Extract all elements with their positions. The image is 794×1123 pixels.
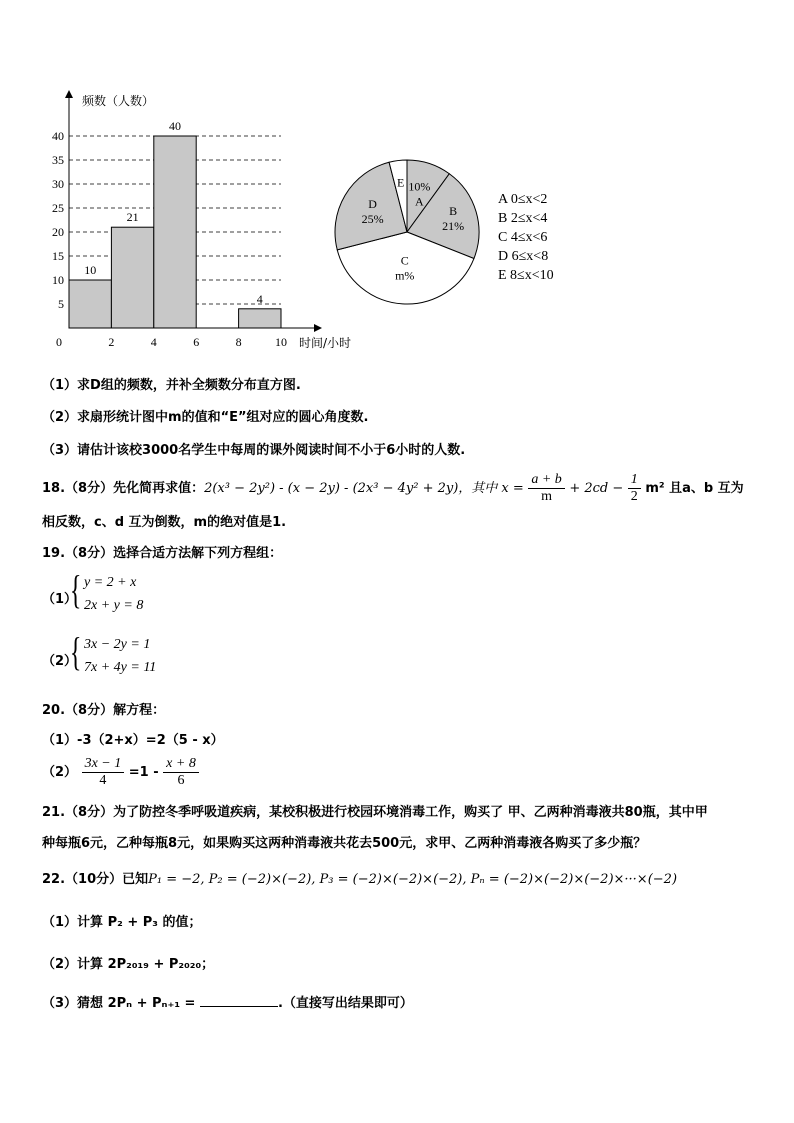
pie-label-d: 25% xyxy=(361,212,384,227)
q18-head: 18.（8分）先化简再求值： xyxy=(42,481,205,496)
pie-label-b: 21% xyxy=(442,219,465,234)
pie-label-a: 10% xyxy=(408,179,431,194)
x-tick-label: 4 xyxy=(150,335,157,349)
q17-part3: （3）请估计该校3000名学生中每周的课外阅读时间不小于6小时的人数. xyxy=(42,443,466,458)
y-tick-label: 30 xyxy=(52,177,64,191)
q22-line1 xyxy=(42,868,677,887)
x-tick-label: 10 xyxy=(275,335,287,349)
q19-head: 19.（8分）选择合适方法解下列方程组： xyxy=(42,546,283,561)
q18-half xyxy=(628,472,641,505)
q19-sys1-label: （1） xyxy=(42,592,78,607)
pie-chart xyxy=(330,155,485,305)
x-tick-label: 8 xyxy=(235,335,242,349)
q18-line1 xyxy=(42,472,744,505)
legend-item-e: E 8≤x<10 xyxy=(498,268,554,283)
legend-item-b: B 2≤x<4 xyxy=(498,211,548,226)
histogram-bar xyxy=(69,280,111,328)
pie-label-c: C xyxy=(400,253,409,268)
y-tick-label: 10 xyxy=(52,273,64,287)
histogram-bar xyxy=(239,309,281,328)
q20-mid: =1 - xyxy=(128,765,159,780)
q18-frac-den: m xyxy=(541,489,552,504)
legend-item-c: C 4≤x<6 xyxy=(498,230,548,245)
q17-part2: （2）求扇形统计图中m的值和“E”组对应的圆心角度数. xyxy=(42,410,369,425)
q19-sys1-brace: { xyxy=(69,567,82,612)
histogram-bar xyxy=(111,227,153,328)
x-tick-labels xyxy=(56,335,287,349)
q20-frac2-den: 6 xyxy=(177,773,185,788)
q22-part3-note: .（直接写出结果即可） xyxy=(277,996,413,1011)
bar-data-label: 40 xyxy=(169,119,181,133)
q20-frac1 xyxy=(82,756,125,789)
q20-frac1-num: 3x − 1 xyxy=(82,756,125,773)
q22-definitions: P₁ = −2, P₂ = (−2)×(−2), P₃ = (−2)×(−2)×(−2), Pₙ = (−2)×(−2)×(−2)×···×(−2) xyxy=(148,872,678,887)
y-axis-label: 频数（人数） xyxy=(82,94,155,108)
q20-part2-label: （2） xyxy=(42,765,78,780)
q19-sys2-eq1: 3x − 2y = 1 xyxy=(84,637,151,652)
q18-tail: + 2cd − xyxy=(569,481,624,496)
q18-half-num: 1 xyxy=(628,472,641,489)
q19-sys2-label: （2） xyxy=(42,654,78,669)
q21-line1: 21.（8分）为了防控冬季呼吸道疾病，某校积极进行校园环境消毒工作，购买了 甲、乙两种消毒液共80瓶，其中甲 xyxy=(42,805,708,820)
q19-sys2-eq2: 7x + 4y = 11 xyxy=(84,660,157,675)
x-tick-label: 2 xyxy=(108,335,115,349)
pie-label-e: E xyxy=(397,175,405,190)
bar-data-label: 4 xyxy=(256,291,263,306)
frequency-histogram xyxy=(40,86,370,356)
q18-expression: 2(x³ − 2y²) - (x − 2y) - (2x³ − 4y² + 2y)，其中 x = xyxy=(204,481,524,496)
q19-sys2-brace: { xyxy=(69,629,82,674)
histogram-bar xyxy=(154,136,196,328)
x-axis-label: 时间/小时 xyxy=(299,336,352,350)
q22-part3-text: （3）猜想 2Pₙ + Pₙ₊₁ = xyxy=(42,996,196,1011)
legend-item-d: D 6≤x<8 xyxy=(498,249,549,264)
q22-part3 xyxy=(42,992,413,1011)
q20-frac2-num: x + 8 xyxy=(163,756,199,773)
answer-blank[interactable] xyxy=(200,994,278,1007)
q20-frac2 xyxy=(163,756,199,789)
q18-half-den: 2 xyxy=(630,489,638,504)
q22-part2: （2）计算 2P₂₀₁₉ + P₂₀₂₀； xyxy=(42,957,215,972)
q20-part2 xyxy=(42,756,199,789)
y-tick-label: 25 xyxy=(52,201,64,215)
q20-frac1-den: 4 xyxy=(99,773,107,788)
pie-label-c: m% xyxy=(395,268,415,283)
q22-part1: （1）计算 P₂ + P₃ 的值； xyxy=(42,915,202,930)
y-tick-labels xyxy=(52,129,64,311)
bar-data-label: 21 xyxy=(126,210,139,225)
legend-item-a: A 0≤x<2 xyxy=(498,192,548,207)
bar-data-label: 10 xyxy=(84,263,97,277)
q21-line2: 种每瓶6元，乙种每瓶8元，如果购买这两种消毒液共花去500元，求甲、乙两种消毒液各购买了多少瓶？ xyxy=(42,836,647,851)
q18-line2: 相反数，c、d 互为倒数，m的绝对值是1. xyxy=(42,515,287,530)
q22-head: 22.（10分）已知 xyxy=(42,872,149,887)
q18-frac-num: a + b xyxy=(528,472,564,489)
y-tick-label: 5 xyxy=(58,297,64,311)
q19-sys1-eq2: 2x + y = 8 xyxy=(84,598,144,613)
pie-label-d: D xyxy=(368,197,377,212)
pie-label-a: A xyxy=(415,194,424,209)
q20-head: 20.（8分）解方程： xyxy=(42,703,166,718)
q19-sys1-eq1: y = 2 + x xyxy=(84,575,137,590)
pie-legend xyxy=(498,190,554,285)
y-tick-label: 35 xyxy=(52,153,64,167)
q17-part1: （1）求D组的频数，并补全频数分布直方图. xyxy=(42,378,301,393)
y-tick-label: 15 xyxy=(52,249,64,263)
pie-label-b: B xyxy=(449,204,458,219)
q18-tail2: m² 且a、b 互为 xyxy=(645,481,744,496)
q20-part1: （1）-3（2+x）=2（5 - x） xyxy=(42,733,224,748)
q18-fraction xyxy=(528,472,564,505)
y-tick-label: 40 xyxy=(52,129,64,143)
x-tick-label: 6 xyxy=(193,335,200,349)
x-tick-label: 0 xyxy=(56,335,62,349)
y-tick-label: 20 xyxy=(52,225,64,239)
